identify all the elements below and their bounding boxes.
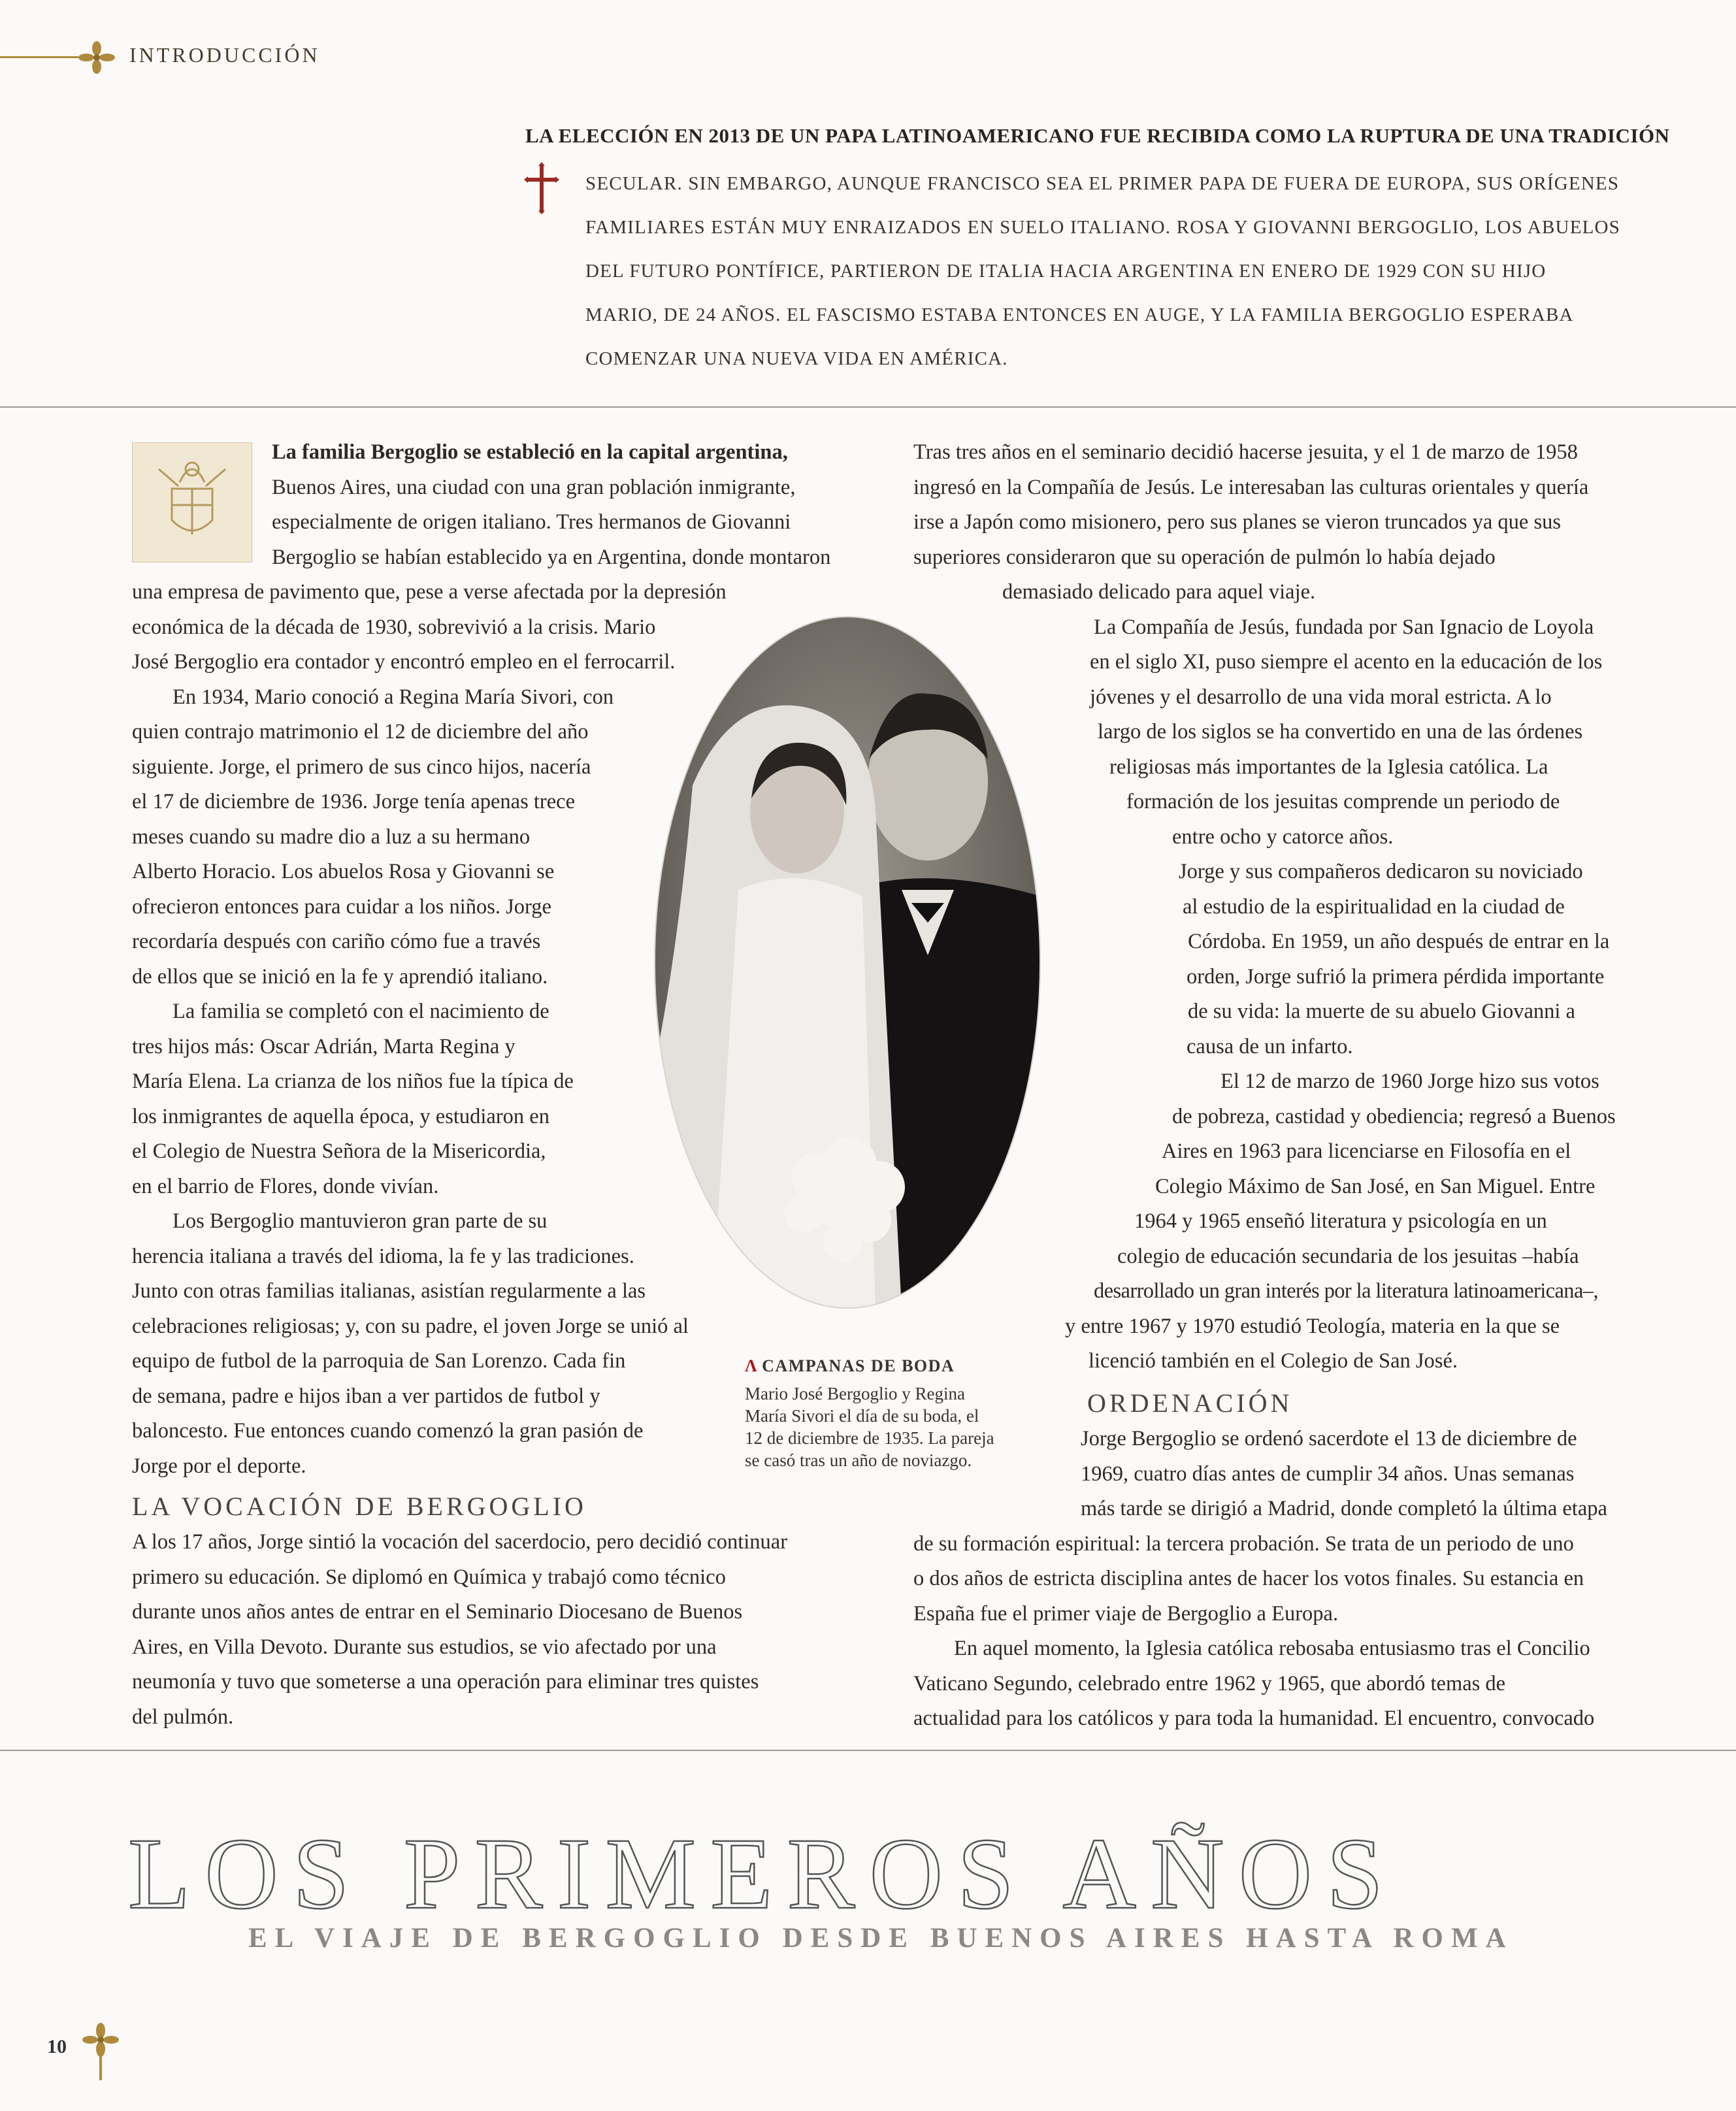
paragraph-line: herencia italiana a través del idioma, la fe y las tradiciones. <box>132 1244 634 1268</box>
paragraph-line: En aquel momento, la Iglesia católica rebosaba entusiasmo tras el Concilio <box>954 1637 1590 1660</box>
paragraph-line: causa de un infarto. <box>1187 1034 1353 1058</box>
chapter-subtitle: EL VIAJE DE BERGOGLIO DESDE BUENOS AIRES HASTA ROMA <box>248 1923 1514 1954</box>
paragraph-line: Aires en 1963 para licenciarse en Filosofía en el <box>1162 1139 1571 1163</box>
divider-bottom <box>0 1750 1736 1751</box>
paragraph-line: orden, Jorge sufrió la primera pérdida importante <box>1187 964 1605 989</box>
paragraph-line: económica de la década de 1930, sobrevivió a la crisis. Mario <box>132 615 656 639</box>
paragraph-line: colegio de educación secundaria de los jesuitas –había <box>1117 1244 1579 1268</box>
intro-text: SECULAR. SIN EMBARGO, AUNQUE FRANCISCO SEA EL PRIMER PAPA DE FUERA DE EUROPA, SUS ORÍGENES FAMILIARES ESTÁN MUY ENRAIZADOS EN SUELO ITALIANO. ROSA Y GIOVANNI BERGOGLIO, LOS ABUELOS DEL FUTURO PONTÍFICE, PARTIERON DE ITALIA HACIA ARGENTINA EN ENERO DE 1929 CON SU HIJO MARIO, DE 24 AÑOS. EL FASCISMO ESTABA ENTONCES EN AUGE, Y LA FAMILIA BERGOGLIO ESPERABA COMENZAR UNA NUEVA VIDA EN AMÉRICA. <box>585 173 1621 369</box>
paragraph-line: Tras tres años en el seminario decidió hacerse jesuita, y el 1 de marzo de 1958 <box>913 440 1578 464</box>
paragraph-line: de su formación espiritual: la tercera probación. Se trata de un periodo de uno <box>913 1531 1574 1556</box>
cross-icon <box>523 162 561 214</box>
caption-line: 12 de diciembre de 1935. La pareja <box>745 1428 994 1448</box>
paragraph-line: Junto con otras familias italianas, asistían regularmente a las <box>132 1279 646 1303</box>
paragraph-line: equipo de futbol de la parroquia de San Lorenzo. Cada fin <box>132 1349 626 1373</box>
paragraph-line: Jorge por el deporte. <box>132 1454 306 1478</box>
paragraph-line: durante unos años antes de entrar en el Seminario Diocesano de Buenos <box>132 1600 743 1624</box>
paragraph-line: Córdoba. En 1959, un año después de entrar en la <box>1188 930 1610 953</box>
paragraph-line: de pobreza, castidad y obediencia; regresó a Buenos <box>1172 1104 1616 1128</box>
paragraph-line: formación de los jesuitas comprende un periodo de <box>1126 790 1560 813</box>
paragraph-line: el 17 de diciembre de 1936. Jorge tenía apenas trece <box>132 790 576 813</box>
paragraph-line: actualidad para los católicos y para toda la humanidad. El encuentro, convocado <box>913 1707 1595 1730</box>
caption-line: se casó tras un año de noviazgo. <box>745 1450 972 1470</box>
paragraph-line: María Elena. La crianza de los niños fue la típica de <box>132 1070 574 1093</box>
caret-up-icon: Λ <box>745 1356 759 1375</box>
paragraph-line: de semana, padre e hijos iban a ver partidos de futbol y <box>132 1384 600 1408</box>
paragraph-line: entre ocho y catorce años. <box>1172 825 1394 849</box>
paragraph-line: desarrollado un gran interés por la literatura latinoamericana–, <box>1094 1279 1598 1303</box>
paragraph-line: superiores consideraron que su operación de pulmón lo había dejado <box>913 545 1496 569</box>
paragraph-line: celebraciones religiosas; y, con su padre, el joven Jorge se unió al <box>132 1314 689 1338</box>
paragraph-line: Jorge Bergoglio se ordenó sacerdote el 13 de diciembre de <box>1081 1427 1577 1450</box>
paragraph-line: religiosas más importantes de la Iglesia católica. La <box>1109 755 1548 779</box>
intro-lead-line: LA ELECCIÓN EN 2013 DE UN PAPA LATINOAMERICANO FUE RECIBIDA COMO LA RUPTURA DE UNA TRADICIÓN <box>525 124 1670 147</box>
paragraph-line: En 1934, Mario conoció a Regina María Sivori, con <box>172 685 614 709</box>
paragraph-line: tres hijos más: Oscar Adrián, Marta Regina y <box>132 1034 516 1058</box>
paragraph-line: Alberto Horacio. Los abuelos Rosa y Giovanni se <box>132 860 555 883</box>
paragraph-line: Buenos Aires, una ciudad con una gran población inmigrante, <box>272 475 796 499</box>
paragraph-line: ofrecieron entonces para cuidar a los niños. Jorge <box>132 894 551 919</box>
paragraph-line: largo de los siglos se ha convertido en una de las órdenes <box>1098 720 1583 744</box>
paragraph-line: el Colegio de Nuestra Señora de la Misericordia, <box>132 1139 546 1163</box>
paragraph-line: en el siglo XI, puso siempre el acento en la educación de los <box>1090 650 1603 674</box>
paragraph-line: Bergoglio se habían establecido ya en Argentina, donde montaron <box>272 545 831 569</box>
section-heading-ordenacion: ORDENACIÓN <box>1087 1388 1293 1418</box>
paragraph-line: 1969, cuatro días antes de cumplir 34 años. Unas semanas <box>1081 1462 1575 1486</box>
paragraph-line: jóvenes y el desarrollo de una vida moral estricta. A lo <box>1090 685 1552 709</box>
fleuron-icon <box>81 2021 120 2080</box>
paragraph-line: licenció también en el Colegio de San José. <box>1089 1349 1458 1373</box>
paragraph-line: Colegio Máximo de San José, en San Miguel. Entre <box>1155 1174 1596 1198</box>
paragraph-line: La Compañía de Jesús, fundada por San Ignacio de Loyola <box>1094 615 1594 639</box>
paragraph-line: neumonía y tuvo que someterse a una operación para eliminar tres quistes <box>132 1670 759 1694</box>
chapter-title: LOS PRIMEROS AÑOS <box>128 1817 1398 1930</box>
paragraph-line: en el barrio de Flores, donde vivían. <box>132 1174 439 1198</box>
paragraph-line: al estudio de la espiritualidad en la ciudad de <box>1183 894 1565 919</box>
paragraph-line: quien contrajo matrimonio el 12 de diciembre del año <box>132 720 589 744</box>
paragraph-line: meses cuando su madre dio a luz a su hermano <box>132 825 531 849</box>
paragraph-line: más tarde se dirigió a Madrid, donde completó la última etapa <box>1081 1497 1607 1520</box>
fleuron-icon <box>77 41 116 74</box>
section-label: INTRODUCCIÓN <box>129 43 320 67</box>
page-number: 10 <box>47 2036 67 2057</box>
caption-line: Mario José Bergoglio y Regina <box>745 1384 965 1403</box>
paragraph-line: los inmigrantes de aquella época, y estudiaron en <box>132 1104 549 1128</box>
paragraph-line: irse a Japón como misionero, pero sus planes se vieron truncados ya que sus <box>913 510 1562 534</box>
paragraph-line: especialmente de origen italiano. Tres hermanos de Giovanni <box>272 510 791 534</box>
paragraph-line: 1964 y 1965 enseñó literatura y psicología en un <box>1134 1209 1547 1233</box>
paragraph-line: demasiado delicado para aquel viaje. <box>1002 580 1316 604</box>
paragraph-line: de su vida: la muerte de su abuelo Giovanni a <box>1188 1000 1575 1023</box>
lead-sentence: La familia Bergoglio se estableció en la capital argentina, <box>272 440 788 464</box>
paragraph-line: España fue el primer viaje de Bergoglio a Europa. <box>913 1601 1339 1626</box>
caption-line: María Sivori el día de su boda, el <box>745 1406 979 1426</box>
divider-top <box>0 406 1736 408</box>
paragraph-line: Aires, en Villa Devoto. Durante sus estudios, se vio afectado por una <box>132 1635 717 1659</box>
paragraph-line: El 12 de marzo de 1960 Jorge hizo sus votos <box>1220 1070 1599 1093</box>
paragraph-line: o dos años de estricta disciplina antes de hacer los votos finales. Su estancia en <box>913 1567 1584 1590</box>
paragraph-line: baloncesto. Fue entonces cuando comenzó la gran pasión de <box>132 1419 644 1443</box>
paragraph-line: del pulmón. <box>132 1705 234 1729</box>
paragraph-line: y entre 1967 y 1970 estudió Teología, materia en la que se <box>1065 1314 1560 1338</box>
section-heading-vocacion: LA VOCACIÓN DE BERGOGLIO <box>132 1492 587 1521</box>
paragraph-line: una empresa de pavimento que, pese a verse afectada por la depresión <box>132 580 727 604</box>
paragraph-line: José Bergoglio era contador y encontró empleo en el ferrocarril. <box>132 650 676 674</box>
coat-of-arms-seal-icon <box>132 442 252 563</box>
paragraph-line: Los Bergoglio mantuvieron gran parte de su <box>172 1209 548 1233</box>
paragraph-line: ingresó en la Compañía de Jesús. Le interesaban las culturas orientales y quería <box>913 475 1589 499</box>
paragraph-line: siguiente. Jorge, el primero de sus cinco hijos, nacería <box>132 755 591 779</box>
paragraph-line: La familia se completó con el nacimiento de <box>172 1000 549 1023</box>
paragraph-line: A los 17 años, Jorge sintió la vocación del sacerdocio, pero decidió continuar <box>132 1530 788 1554</box>
paragraph-line: de ellos que se inició en la fe y aprendió italiano. <box>132 964 548 989</box>
paragraph-line: primero su educación. Se diplomó en Química y trabajó como técnico <box>132 1565 726 1589</box>
paragraph-line: recordaría después con cariño cómo fue a través <box>132 930 541 953</box>
paragraph-line: Vaticano Segundo, celebrado entre 1962 y 1965, que abordó temas de <box>913 1671 1506 1695</box>
paragraph-line: Jorge y sus compañeros dedicaron su noviciado <box>1179 860 1583 883</box>
header-rule <box>0 56 78 58</box>
caption-title-text: CAMPANAS DE BODA <box>762 1356 955 1375</box>
